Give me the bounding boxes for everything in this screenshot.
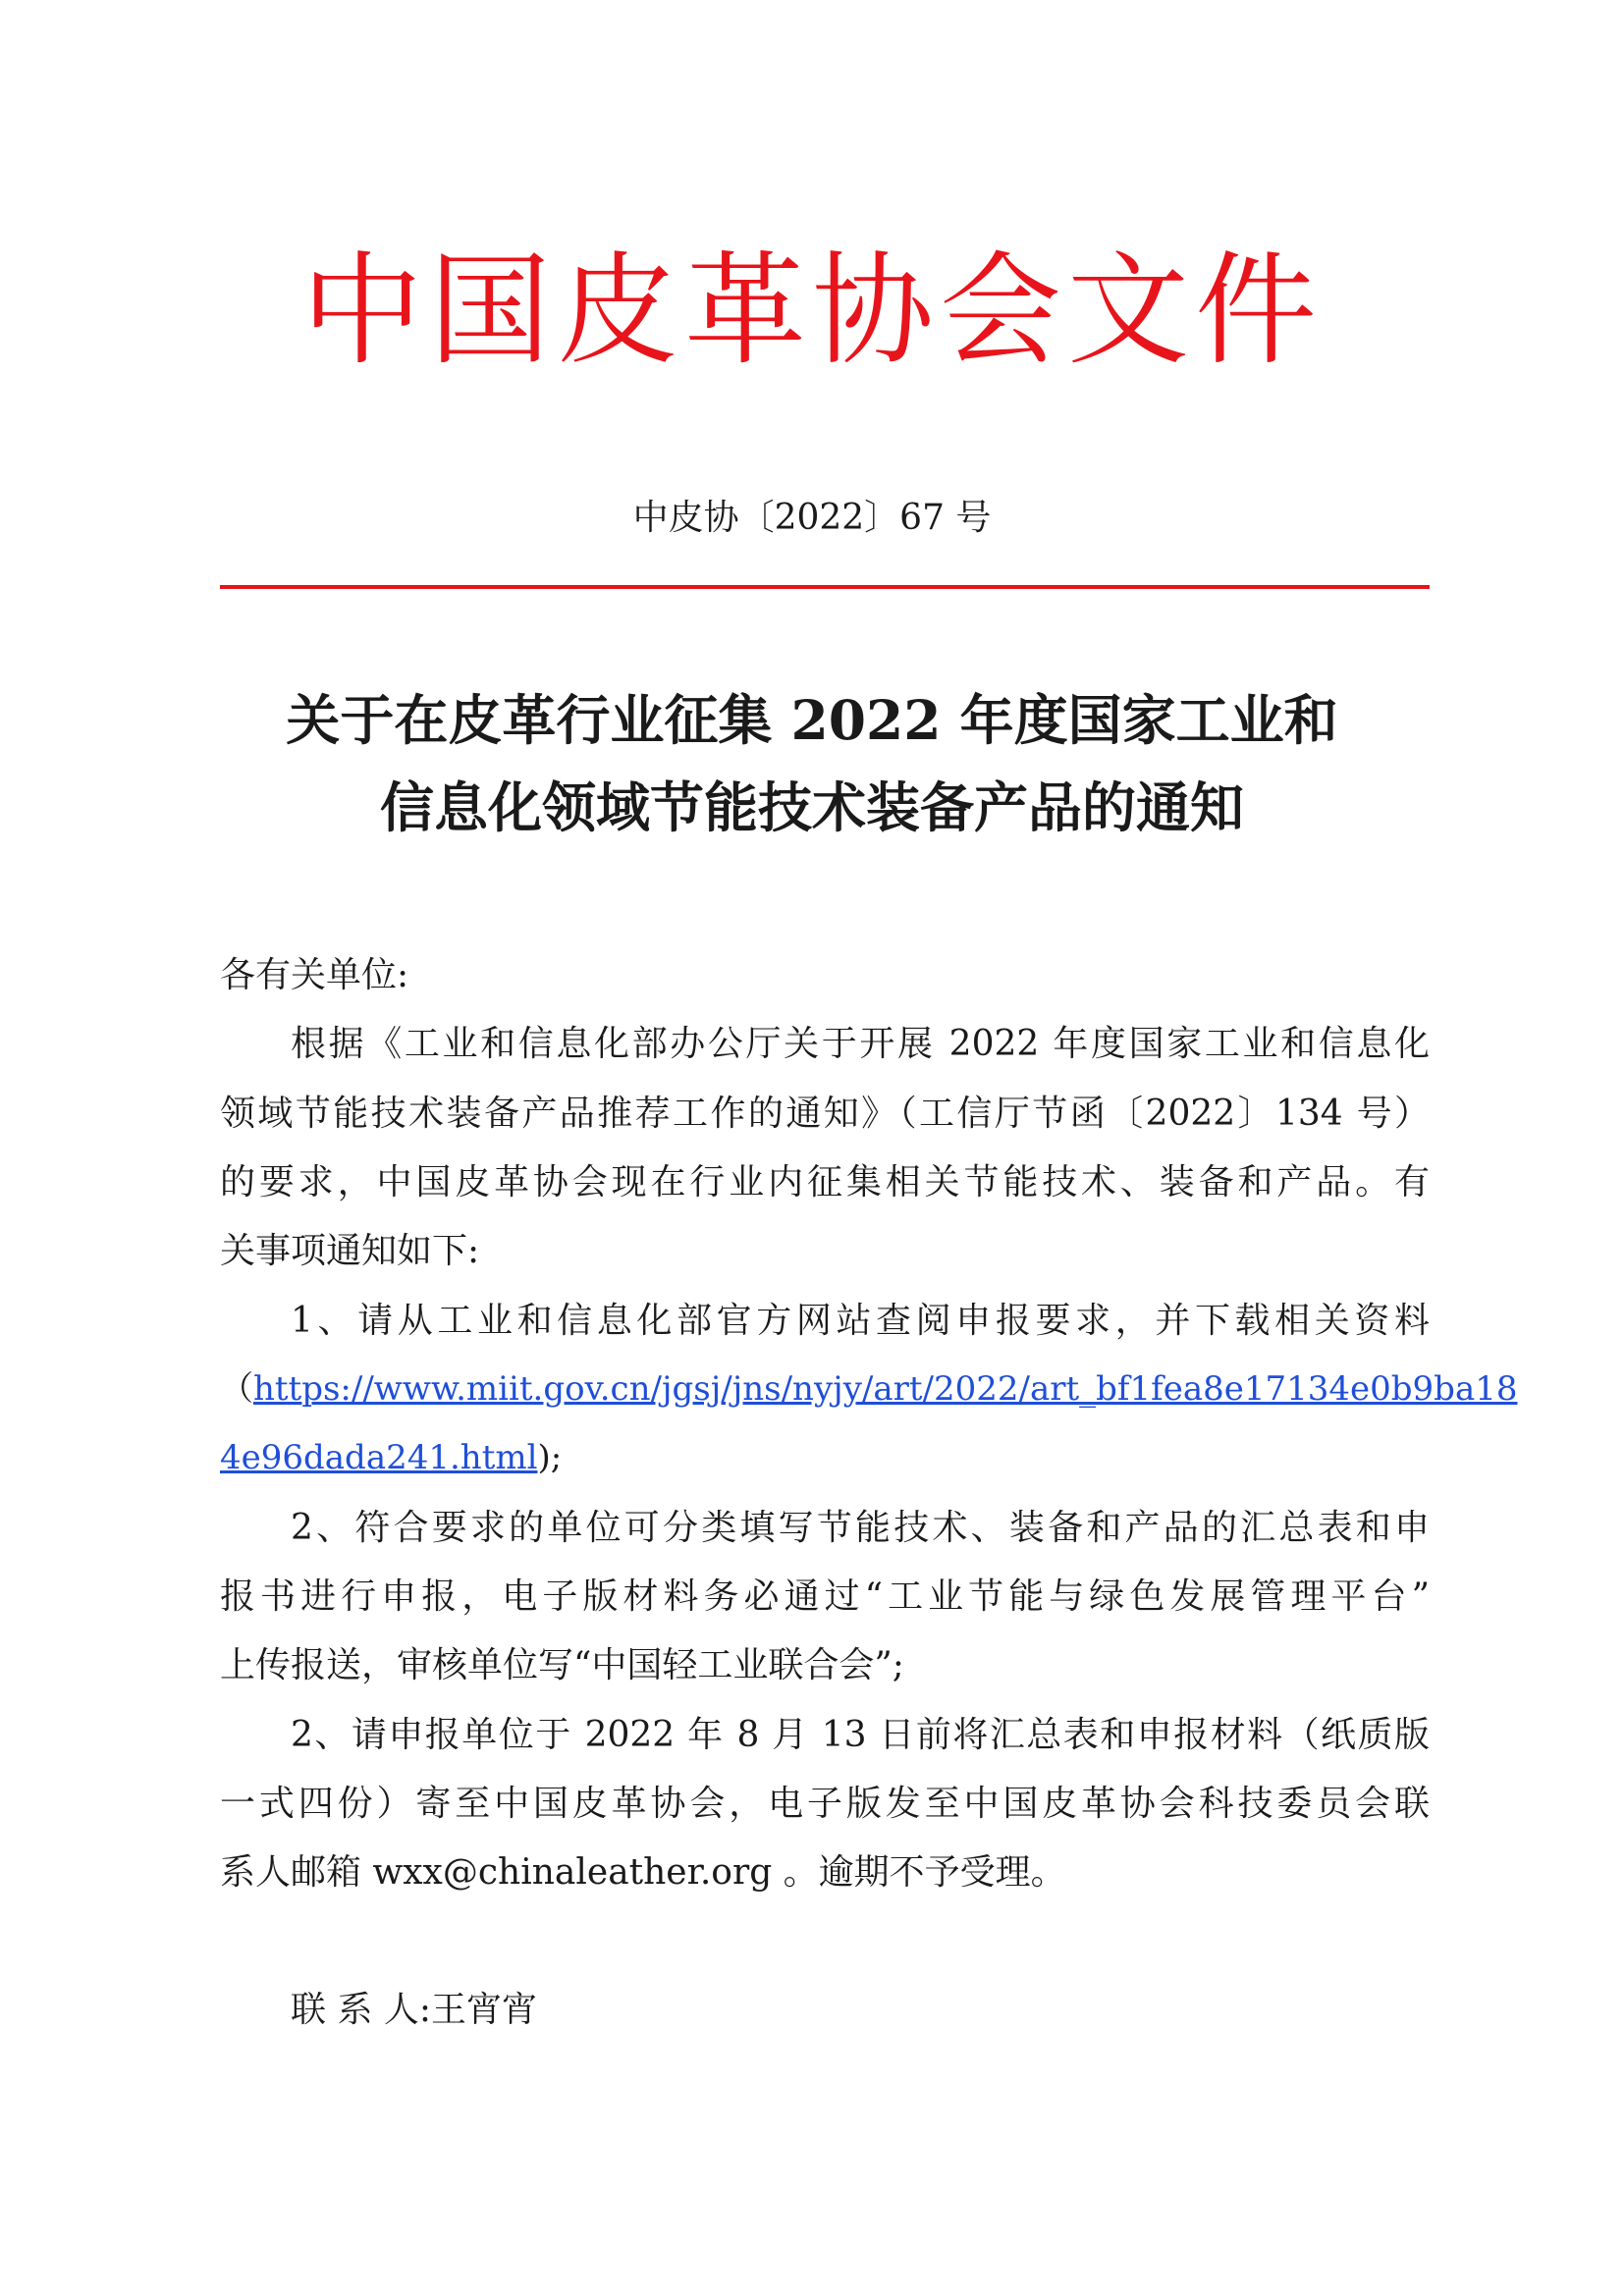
paragraph-1-line-4: 关事项通知如下: xyxy=(220,1231,480,1271)
item-3-line-1: 2、请申报单位于 2022 年 8 月 13 日前将汇总表和申报材料（纸质版 xyxy=(291,1715,1430,1755)
item-3-line-2: 一式四份）寄至中国皮革协会，电子版发至中国皮革协会科技委员会联 xyxy=(220,1784,1430,1824)
document-number: 中皮协〔2022〕67 号 xyxy=(632,498,992,538)
item-3-line-3: 系人邮箱 wxx@chinaleather.org 。逾期不予受理。 xyxy=(220,1852,1066,1893)
item-2-line-2: 报书进行申报，电子版材料务必通过“工业节能与绿色发展管理平台” xyxy=(220,1576,1430,1617)
open-paren: （ xyxy=(220,1369,253,1409)
paragraph-1-line-3: 的要求，中国皮革协会现在行业内征集相关节能技术、装备和产品。有 xyxy=(220,1162,1430,1202)
red-divider-line xyxy=(220,585,1430,589)
contact-line xyxy=(291,1990,1430,2030)
close-paren: ); xyxy=(537,1438,563,1477)
contact-label: 联 系 人: xyxy=(291,1990,432,2030)
notice-title-line-2: 信息化领域节能技术装备产品的通知 xyxy=(379,775,1244,839)
item-1-link-line-2 xyxy=(220,1438,1430,1477)
item-2-line-1: 2、符合要求的单位可分类填写节能技术、装备和产品的汇总表和申 xyxy=(291,1508,1430,1548)
paragraph-1-line-1: 根据《工业和信息化部办公厅关于开展 2022 年度国家工业和信息化 xyxy=(291,1024,1430,1064)
notice-title-line-1: 关于在皮革行业征集 2022 年度国家工业和 xyxy=(286,688,1338,752)
item-1-link-line-1 xyxy=(220,1369,1518,1409)
contact-name: 王宵宵 xyxy=(431,1990,538,2030)
download-link[interactable]: https://www.miit.gov.cn/jgsj/jns/nyjy/art/2022/art_bf1fea8e17134e0b9ba18 xyxy=(253,1369,1518,1409)
masthead-title: 中国皮革协会文件 xyxy=(300,240,1323,382)
salutation: 各有关单位: xyxy=(220,955,409,995)
download-link-continuation[interactable]: 4e96dada241.html xyxy=(220,1438,538,1477)
paragraph-1-line-2: 领域节能技术装备产品推荐工作的通知》（工信厅节函〔2022〕134 号） xyxy=(220,1094,1430,1134)
item-2-line-3: 上传报送，审核单位写“中国轻工业联合会”; xyxy=(220,1645,904,1685)
item-1-line-1: 1、请从工业和信息化部官方网站查阅申报要求，并下载相关资料 xyxy=(291,1301,1430,1341)
